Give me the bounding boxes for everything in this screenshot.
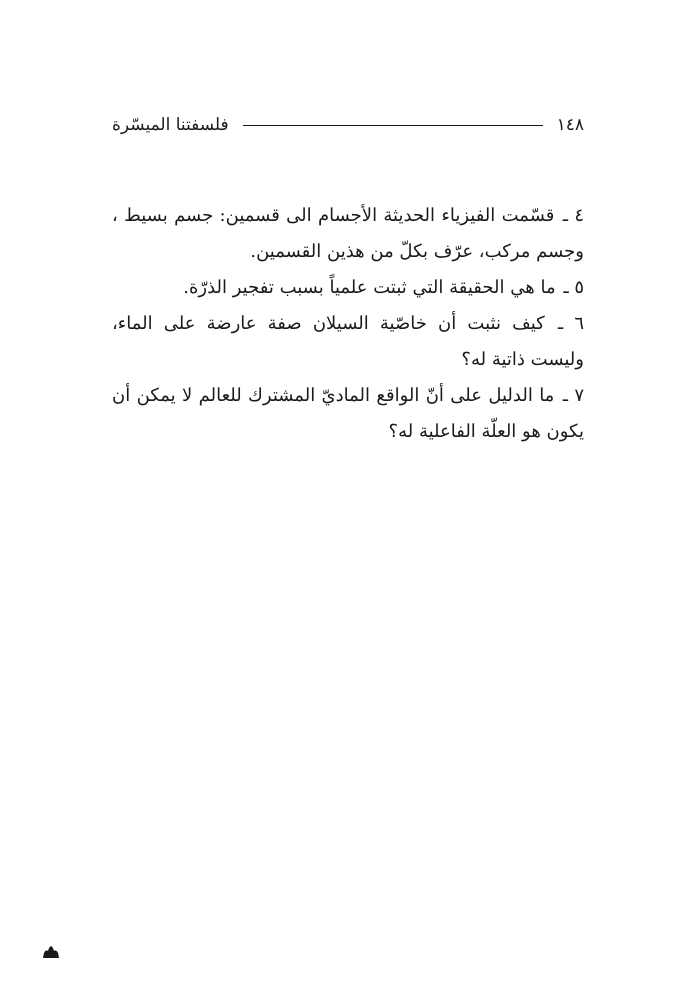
book-title: فلسفتنا الميسّرة — [112, 115, 229, 135]
question-number: ٦ ـ — [557, 313, 584, 334]
running-head — [112, 110, 584, 140]
question-item — [112, 270, 584, 306]
question-text: كيف نثبت أن خاصّية السيلان صفة عارضة على الماء، وليست ذاتية له؟ — [112, 313, 584, 370]
question-item — [112, 198, 584, 270]
question-text: ما الدليل على أنّ الواقع الماديّ المشترك للعالم لا يمكن أن يكون هو العلّة الفاعلية له؟ — [112, 385, 584, 442]
question-number: ٥ ـ — [563, 277, 584, 298]
question-item — [112, 306, 584, 378]
header-rule — [243, 125, 543, 126]
question-text: قسّمت الفيزياء الحديثة الأجسام الى قسمين: جسم بسيط ، وجسم مركب، عرّف بكلّ من هذين القسمين. — [112, 205, 584, 262]
leaf-ornament-icon — [42, 945, 60, 959]
question-number: ٤ ـ — [562, 205, 584, 226]
question-item — [112, 378, 584, 450]
question-number: ٧ ـ — [562, 385, 584, 406]
question-text: ما هي الحقيقة التي ثبتت علمياً بسبب تفجير الذرّة. — [183, 277, 556, 298]
questions-list — [112, 198, 584, 450]
page-number: ١٤٨ — [556, 115, 584, 135]
